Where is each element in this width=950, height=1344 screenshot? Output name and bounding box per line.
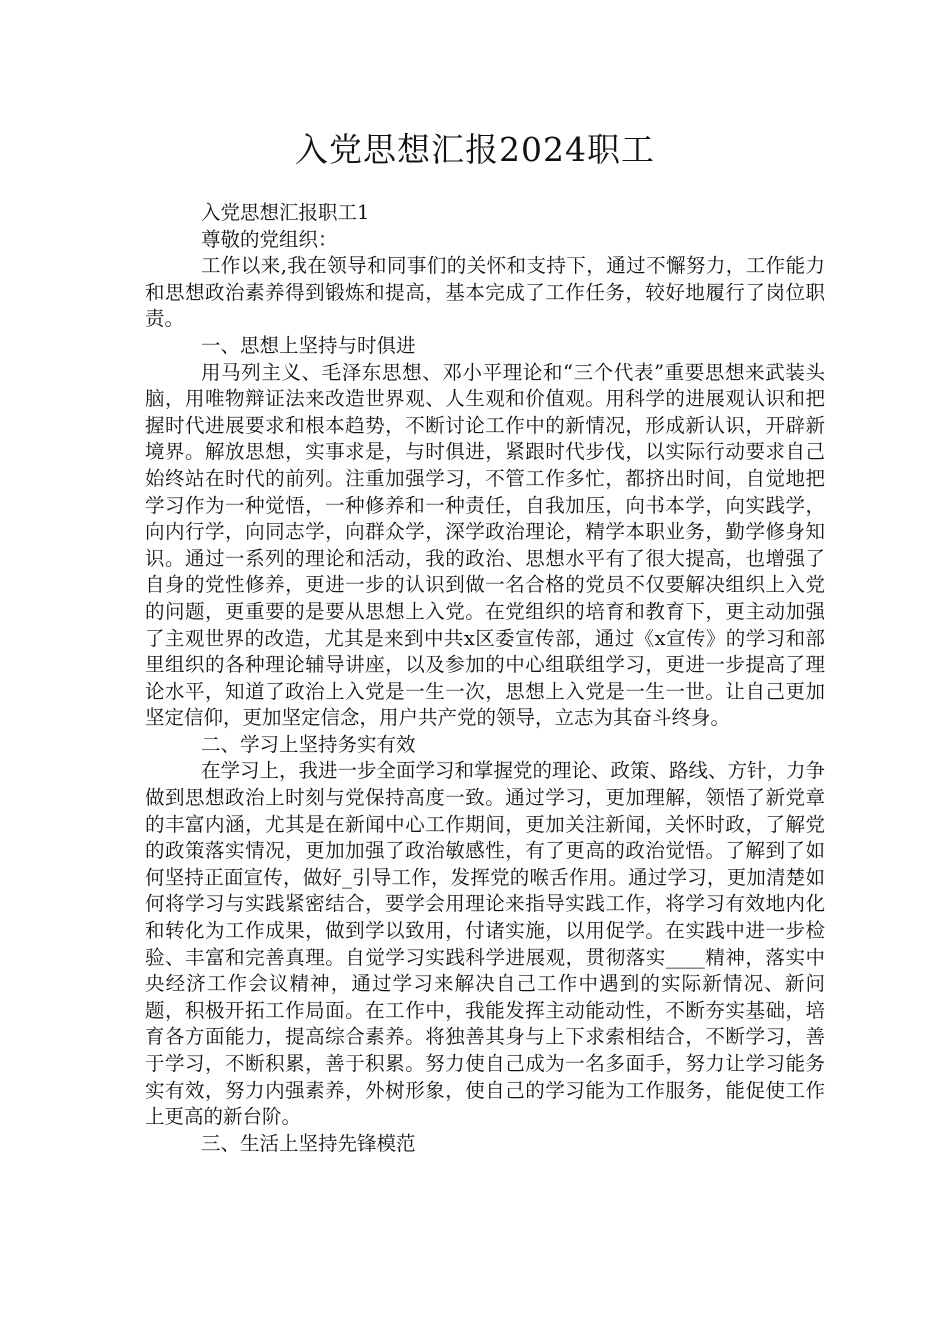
document-title: 入党思想汇报2024职工 <box>295 130 655 169</box>
section-1-paragraph: 用马列主义、毛泽东思想、邓小平理论和“三个代表”重要思想来武装头脑，用唯物辩证法来改造世界观、人生观和价值观。用科学的进展观认识和把握时代进展要求和根本趋势，不断讨论工作中的新情况，形成新认识，开辟新境界。解放思想，实事求是，与时俱进，紧跟时代步伐，以实际行动要求自己始终站在时代的前列。注重加强学习，不管工作多忙，都挤出时间，自觉地把学习作为一种觉悟，一种修养和一种责任，自我加压，向书本学，向实践学，向内行学，向同志学，向群众学，深学政治理论，精学本职业务，勤学修身知识。通过一系列的理论和活动，我的政治、思想水平有了很大提高，也增强了自身的党性修养，更进一步的认识到做一名合格的党员不仅要解决组织上入党的问题，更重要的是要从思想上入党。在党组织的培育和教育下，更主动加强了主观世界的改造，尤其是来到中共x区委宣传部，通过《x宣传》的学习和部里组织的各种理论辅导讲座，以及参加的中心组联组学习，更进一步提高了理论水平，知道了政治上入党是一生一次，思想上入党是一生一世。让自己更加坚定信仰，更加坚定信念，用户共产党的领导，立志为其奋斗终身。 <box>145 360 825 730</box>
section-subtitle: 入党思想汇报职工1 <box>201 201 370 224</box>
section-heading-1: 一、思想上坚持与时俱进 <box>201 333 416 357</box>
section-heading-2: 二、学习上坚持务实有效 <box>201 732 416 756</box>
salutation: 尊敬的党组织： <box>201 227 338 251</box>
section-heading-3: 三、生活上坚持先锋模范 <box>201 1131 416 1155</box>
document-body <box>145 200 825 1157</box>
section-2-paragraph: 在学习上，我进一步全面学习和掌握党的理论、政策、路线、方针，力争做到思想政治上时刻与党保持高度一致。通过学习，更加理解，领悟了新党章的丰富内涵，尤其是在新闻中心工作期间，更加关注新闻，关怀时政，了解党的政策落实情况，更加加强了政治敏感性，有了更高的政治觉悟。了解到了如何坚持正面宣传，做好_引导工作，发挥党的喉舌作用。通过学习，更加清楚如何将学习与实践紧密结合，要学会用理论来指导实践工作，将学习有效地内化和转化为工作成果，做到学以致用，付诸实施，以用促学。在实践中进一步检验、丰富和完善真理。自觉学习实践科学进展观，贯彻落实____精神，落实中央经济工作会议精神，通过学习来解决自己工作中遇到的实际新情况、新问题，积极开拓工作局面。在工作中，我能发挥主动能动性，不断夯实基础，培育各方面能力，提高综合素养。将独善其身与上下求索相结合，不断学习，善于学习，不断积累，善于积累。努力使自己成为一名多面手，努力让学习能务实有效，努力内强素养，外树形象，使自己的学习能为工作服务，能促使工作上更高的新台阶。 <box>145 759 826 1129</box>
intro-paragraph: 工作以来,我在领导和同事们的关怀和支持下，通过不懈努力，工作能力和思想政治素养得到锻炼和提高，基本完成了工作任务，较好地履行了岗位职责。 <box>145 254 825 331</box>
